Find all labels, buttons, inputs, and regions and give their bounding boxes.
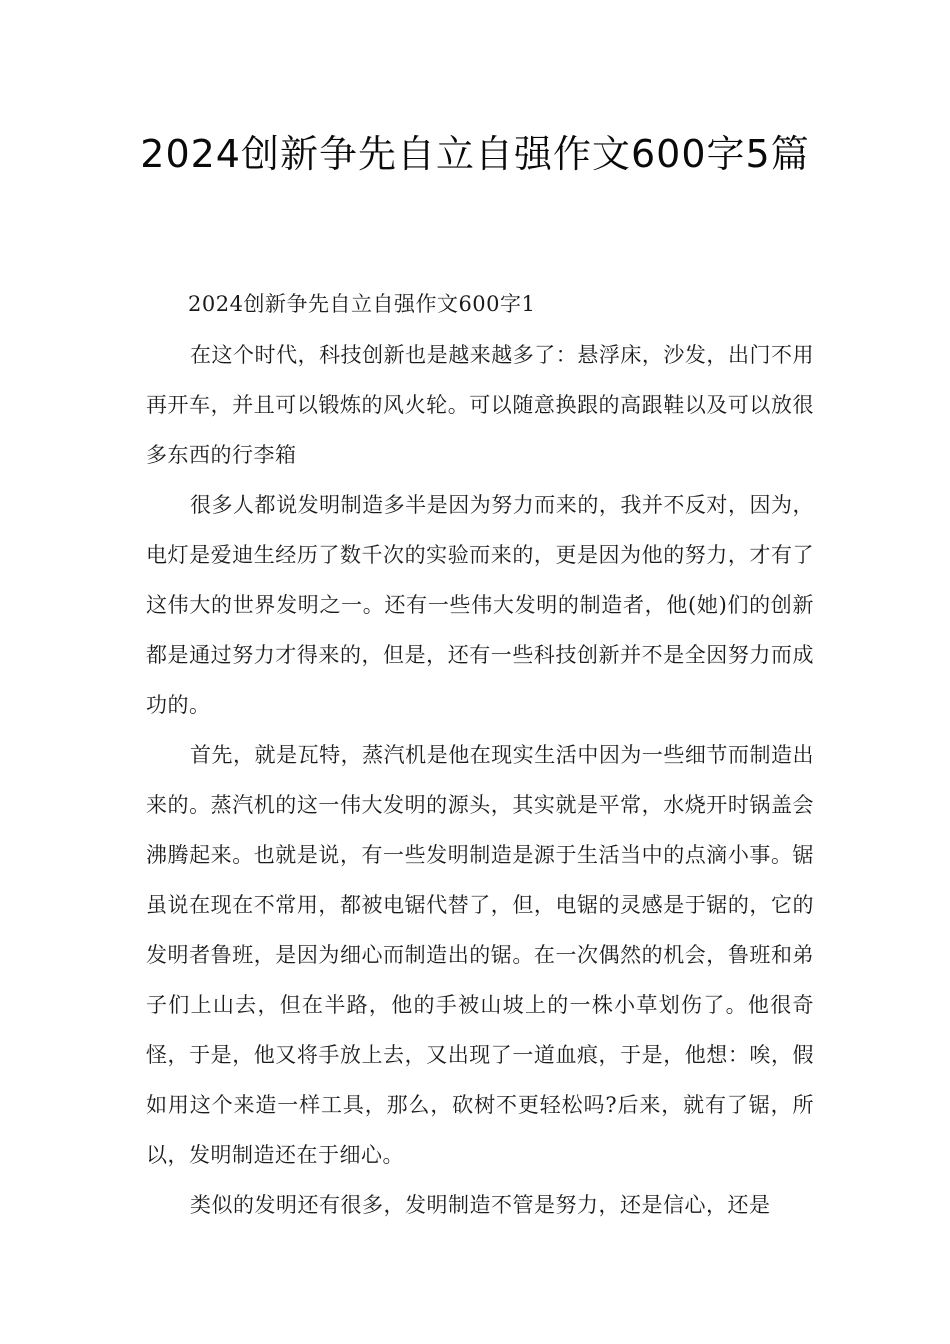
paragraph-3: 首先，就是瓦特，蒸汽机是他在现实生活中因为一些细节而制造出来的。蒸汽机的这一伟大发明的源头，其实就是平常，水烧开时锅盖会沸腾起来。也就是说，有一些发明制造是源于生活当中的点滴小事。锯虽说在现在不常用，都被电锯代替了，但，电锯的灵感是于锯的，它的发明者鲁班，是因为细心而制造出的锯。在一次偶然的机会，鲁班和弟子们上山去，但在半路，他的手被山坡上的一株小草划伤了。他很奇怪，于是，他又将手放上去，又出现了一道血痕，于是，他想：唉，假如用这个来造一样工具，那么，砍树不更轻松吗?后来，就有了锯，所以，发明制造还在于细心。 [146,743,814,1167]
paragraph-1: 在这个时代，科技创新也是越来越多了：悬浮床，沙发，出门不用再开车，并且可以锻炼的风火轮。可以随意换跟的高跟鞋以及可以放很多东西的行李箱 [146,343,814,467]
document-title: 2024创新争先自立自强作文600字5篇 [140,132,810,176]
document-body [146,278,814,1230]
section-heading: 2024创新争先自立自强作文600字1 [188,292,536,316]
paragraph-4: 类似的发明还有很多，发明制造不管是努力，还是信心，还是 [190,1193,771,1217]
paragraph-2: 很多人都说发明制造多半是因为努力而来的，我并不反对，因为，电灯是爱迪生经历了数千次的实验而来的，更是因为他的努力，才有了这伟大的世界发明之一。还有一些伟大发明的制造者，他(她)们的创新都是通过努力才得来的，但是，还有一些科技创新并不是全因努力而成功的。 [146,493,814,717]
